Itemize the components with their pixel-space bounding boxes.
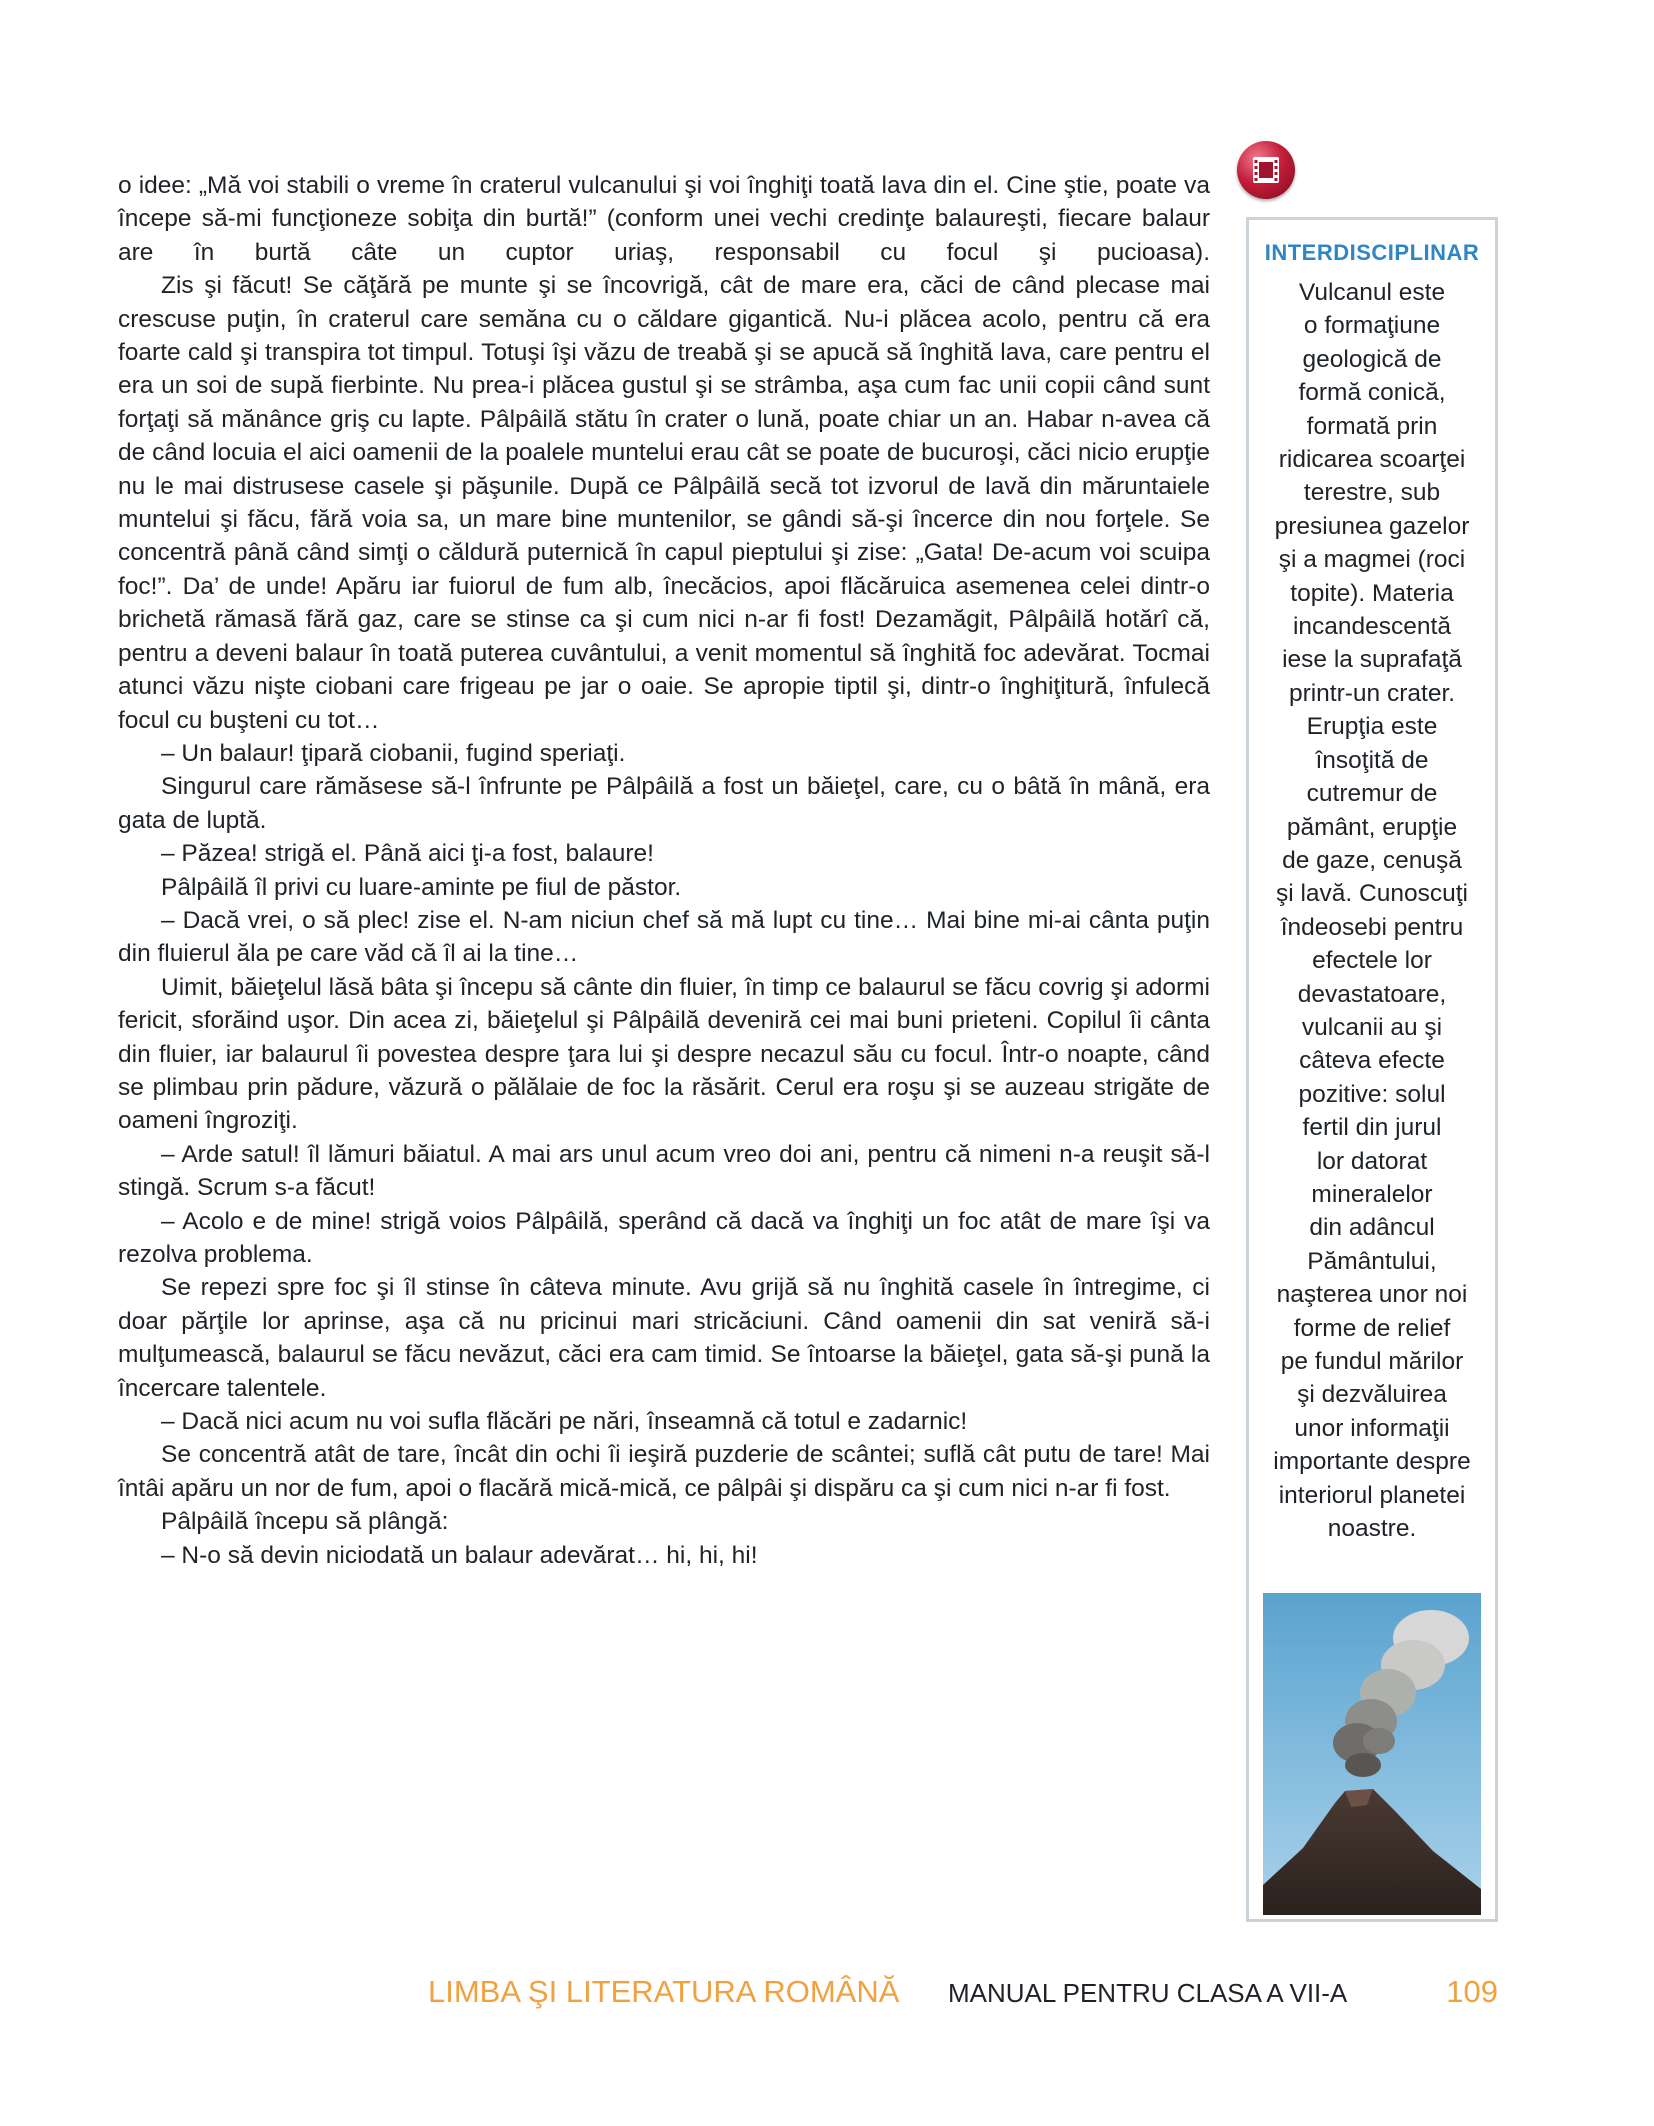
- sidebar-line: vulcanii au şi: [1301, 1013, 1443, 1041]
- page-number: 109: [1446, 1974, 1498, 2009]
- sidebar-line: fertil din jurul: [1302, 1114, 1442, 1142]
- sidebar-text: [1255, 276, 1489, 1545]
- paragraph: o idee: „Mă voi stabili o vreme în craterul vulcanului şi voi înghiţi toată lava din el. Cine ştie, poate va începe să-mi funcţioneze sobiţa din burtă!” (conform unei vechi credinţe balaureşti, fiecare balaur are în burtă câte un cuptor uriaş, responsabil cu focul şi pucioasa).: [118, 172, 1210, 266]
- sidebar-line: şi dezvăluirea: [1297, 1381, 1447, 1409]
- sidebar-line: ridicarea scoarţei: [1278, 446, 1466, 474]
- sidebar-line: interiorul planetei: [1278, 1481, 1466, 1509]
- paragraph: Se repezi spre foc şi îl stinse în câteva minute. Avu grijă să nu înghită casele în întregime, ci doar părţile lor aprinse, aşa că nu pricinui mari stricăciuni. Când oamenii din sat veniră să-i mulţumească, balaurul se făcu nevăzut, căci era cam timid. Se întoarse la băieţel, gata să-şi pună la încercare talentele.: [118, 1274, 1210, 1402]
- sidebar-line: noastre.: [1327, 1515, 1417, 1543]
- main-text: [118, 169, 1210, 1572]
- sidebar-line: presiunea gazelor: [1274, 512, 1470, 540]
- sidebar-line: lor datorat: [1316, 1147, 1428, 1175]
- sidebar-line: şi lavă. Cunoscuţi: [1275, 880, 1468, 908]
- dialogue-line: – Păzea! strigă el. Până aici ţi-a fost, balaure!: [161, 840, 654, 868]
- sidebar-line: efectele lor: [1312, 947, 1432, 975]
- sidebar-line: devastatoare,: [1297, 980, 1447, 1008]
- dialogue-line: – Dacă nici acum nu voi sufla flăcări pe nări, înseamnă că totul e zadarnic!: [161, 1408, 968, 1436]
- dialogue-line: – N-o să devin niciodată un balaur adevărat… hi, hi, hi!: [161, 1541, 758, 1569]
- dialogue-line: – Dacă vrei, o să plec! zise el. N-am niciun chef să mă lupt cu tine… Mai bine mi-ai cânta puţin din fluierul ăla pe care văd că îl ai la tine…: [118, 906, 1210, 968]
- paragraph: Se concentră atât de tare, încât din ochi îi ieşiră puzderie de scântei; suflă cât putu de tare! Mai întâi apăru un nor de fum, apoi o flacără mică-mică, ce pâlpâi şi dispăru ca şi cum nici n-ar fi fost.: [118, 1441, 1210, 1502]
- sidebar-line: Pământului,: [1307, 1247, 1437, 1275]
- footer-subject: LIMBA ŞI LITERATURA ROMÂNĂ: [428, 1974, 900, 2009]
- paragraph: Pâlpâilă începu să plângă:: [161, 1508, 449, 1536]
- sidebar-line: unor informaţii: [1294, 1414, 1450, 1442]
- sidebar-line: formată prin: [1306, 412, 1438, 440]
- footer-manual-title: MANUAL PENTRU CLASA A VII-A: [948, 1978, 1348, 2008]
- dialogue-line: – Arde satul! îl lămuri băiatul. A mai ars unul acum vreo doi ani, pentru că nimeni n-a reuşit să-l stingă. Scrum s-a făcut!: [118, 1140, 1210, 1202]
- sidebar-line: din adâncul: [1309, 1214, 1435, 1242]
- sidebar-line: pozitive: solul: [1298, 1080, 1446, 1108]
- sidebar-title: INTERDISCIPLINAR: [1264, 240, 1480, 265]
- paragraph: Singurul care rămăsese să-l înfrunte pe Pâlpâilă a fost un băieţel, care, cu o bâtă în mână, era gata de luptă.: [118, 773, 1210, 834]
- sidebar-line: câteva efecte: [1299, 1047, 1445, 1075]
- paragraph: Pâlpâilă îl privi cu luare-aminte pe fiul de păstor.: [161, 873, 682, 901]
- volcano-photo: [1263, 1593, 1481, 1915]
- sidebar-line: Vulcanul este: [1298, 279, 1446, 306]
- sidebar-line: importante despre: [1273, 1448, 1471, 1476]
- sidebar-line: şi a magmei (roci: [1278, 546, 1466, 574]
- film-icon[interactable]: [1237, 141, 1295, 199]
- dialogue-line: – Acolo e de mine! strigă voios Pâlpâilă, sperând că dacă va înghiţi un foc atât de mare îşi va rezolva problema.: [118, 1207, 1210, 1268]
- sidebar-line: îndeosebi pentru: [1280, 913, 1464, 941]
- sidebar-line: terestre, sub: [1303, 479, 1441, 507]
- sidebar-line: iese la suprafaţă: [1282, 646, 1462, 674]
- interdisciplinary-sidebar: [1246, 217, 1498, 1922]
- paragraph: Zis şi făcut! Se căţără pe munte şi se încovrigă, cât de mare era, căci de când plecase mai crescuse puţin, în craterul care semăna cu o căldare gigantică. Nu-i plăcea acolo, pentru că era foarte cald şi transpira tot timpul. Totuşi îşi văzu de treabă şi se apucă să înghită lava, care pentru el era un soi de supă fierbinte. Nu prea-i plăcea gustul şi se strâmba, aşa cum fac unii copii când sunt forţaţi să mănânce griş cu lapte. Pâlpâilă stătu în crater o lună, poate chiar un an. Habar n-avea că de când locuia el aici oamenii de la poalele muntelui erau cât se poate de bucuroşi, căci nicio erupţie nu le mai distrusese casele şi păşunile. După ce Pâlpâilă secă tot izvorul de lavă din măruntaiele muntelui şi făcu, fără voia sa, un mare bine muntenilor, se gândi să-şi încerce din nou forţele. Se concentră până când simţi o căldură puternică în capul pieptului şi zise: „Gata! De-acum voi scuipa foc!”. Da’ de unde! Apăru iar fuiorul de fum alb, înecăcios, apoi flăcăruica asemenea celei dintr-o brichetă rămasă fără gaz, care se stinse ca şi cum nici n-ar fi fost! Dezamăgit, Pâlpâilă hotărî că, pentru a deveni balaur în toată puterea cuvântului, a venit momentul să înghită foc adevărat. Tocmai atunci văzu nişte ciobani care frigeau pe jar o oaie. Se apropie tiptil şi, dintr-o înghiţitură, înfulecă focul cu buşteni cu tot…: [118, 272, 1210, 734]
- sidebar-line: incandescentă: [1292, 613, 1451, 641]
- sidebar-line: însoţită de: [1315, 746, 1429, 774]
- sidebar-line: forme de relief: [1293, 1314, 1451, 1342]
- sidebar-line: Erupţia este: [1306, 713, 1438, 741]
- dialogue-line: – Un balaur! ţipară ciobanii, fugind speriaţi.: [161, 739, 626, 767]
- sidebar-line: mineralelor: [1311, 1180, 1433, 1208]
- sidebar-line: formă conică,: [1298, 379, 1446, 407]
- sidebar-line: geologică de: [1302, 345, 1442, 373]
- sidebar-line: topite). Materia: [1290, 579, 1454, 607]
- sidebar-line: cutremur de: [1306, 780, 1438, 808]
- page-footer: [428, 1974, 1498, 2014]
- paragraph: Uimit, băieţelul lăsă bâta şi începu să cânte din fluier, în timp ce balaurul se făcu covrig şi adormi fericit, sforăind uşor. Din acea zi, băieţelul şi Pâlpâilă deveniră cei mai buni prieteni. Copilul îi cânta din fluier, iar balaurul îi povestea despre ţara lui şi despre necazul său cu focul. Într-o noapte, când se plimbau prin pădure, văzură o pălălaie de foc la răsărit. Cerul era roşu şi se auzeau strigăte de oameni îngroziţi.: [118, 973, 1210, 1135]
- sidebar-line: de gaze, cenuşă: [1282, 846, 1462, 874]
- sidebar-line: printr-un crater.: [1288, 679, 1456, 707]
- sidebar-line: naşterea unor noi: [1276, 1281, 1468, 1309]
- sidebar-line: o formaţiune: [1303, 312, 1441, 340]
- sidebar-line: pământ, erupţie: [1286, 813, 1458, 841]
- sidebar-line: pe fundul mărilor: [1280, 1348, 1464, 1375]
- film-strip-glyph: [1250, 154, 1282, 186]
